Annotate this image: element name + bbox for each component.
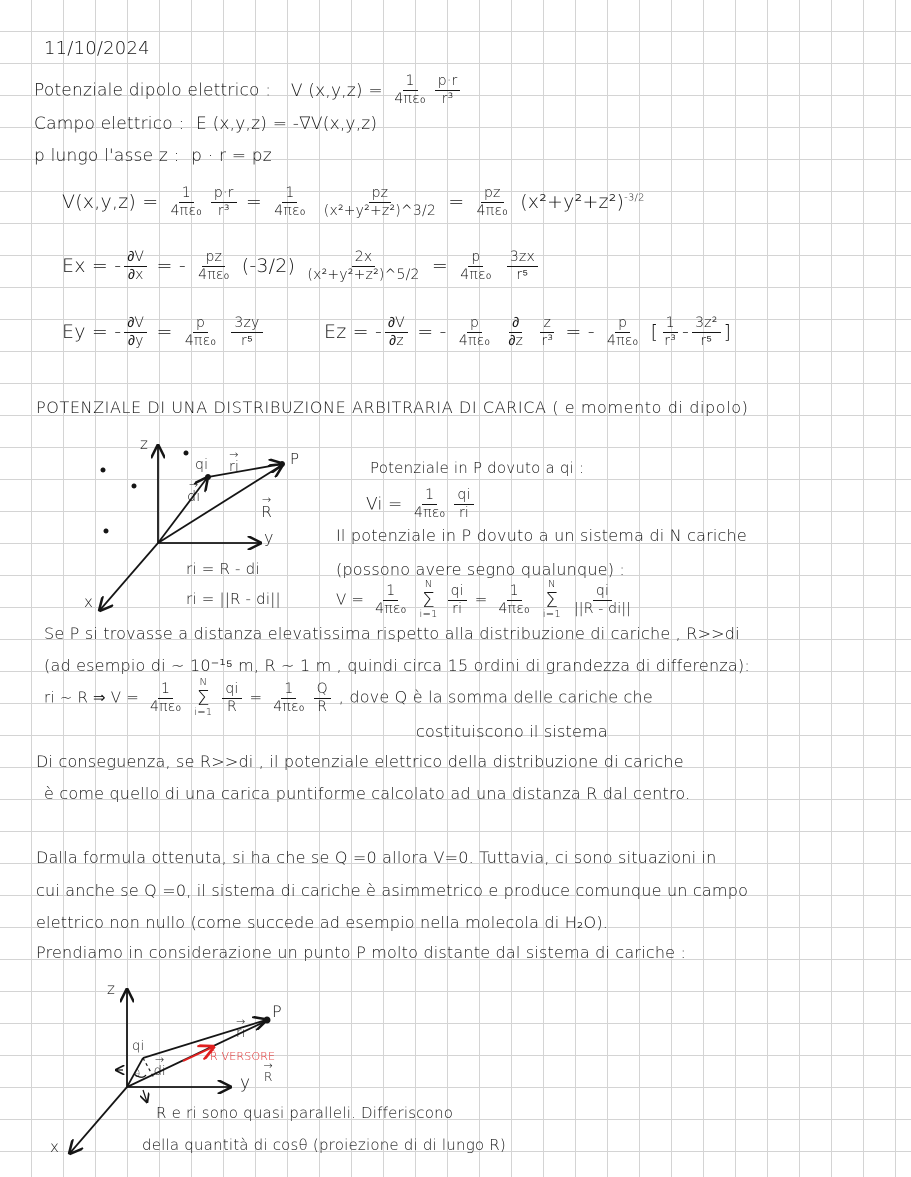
- system-line1: Il potenziale in P dovuto a un sistema di N cariche: [336, 526, 747, 545]
- p1-line1: Se P si trovasse a distanza elevatissima rispetto alla distribuzione di cariche , R>>di: [44, 624, 740, 643]
- dipole-potential-label: Potenziale dipolo elettrico :: [34, 80, 272, 101]
- p1-equation: ri ~ R ⇒ V = $\frac{1}{\text{4πε₀}}$ N Σ i=1 $\frac{qi}{R}$ = $\frac{1}{\text{4πε₀}}$ $\frac{Q}{R}$ , dove Q è la somma delle cariche che: [44, 677, 653, 718]
- p3-line3: elettrico non nullo (come succede ad esempio nella molecola di H₂O).: [36, 913, 609, 932]
- p1-line2: (ad esempio di ~ 10⁻¹⁵ m, R ~ 1 m , quindi circa 15 ordini di grandezza di differenza):: [44, 656, 750, 675]
- d1-label-qi: qi: [195, 457, 209, 473]
- d1-label-ri: → ri: [229, 460, 239, 474]
- field-line: [34, 116, 377, 133]
- equation-Ez: Ez = - $\frac{\partial V}{\partial z}$ = - $\frac{p}{\text{4πε₀}}$ $\frac{\partial}{\partial z}$ $\frac{z}{\text{r³}}$ = - $\frac{p}{\text{4πε₀}}$ [ $\frac{1}{\text{r³}}$ - $\frac{\text{3z²}}{\text{r⁵}}$ ]: [324, 315, 732, 349]
- p-axis-eq: p · r = pz: [191, 146, 272, 166]
- d2-label-P: P: [272, 1002, 282, 1021]
- d1-label-di: → di: [187, 490, 200, 504]
- vi-equation: Vi = $\frac{1}{\text{4πε₀}}$ $\frac{qi}{ri}$: [366, 488, 477, 521]
- p-axis-label: p lungo l'asse z :: [34, 146, 180, 166]
- p3-line1: Dalla formula ottenuta, si ha che se Q =0 allora V=0. Tuttavia, ci sono situazioni in: [36, 848, 717, 867]
- d1-axis-y: y: [264, 528, 274, 547]
- p1-line4: costituiscono il sistema: [416, 722, 608, 741]
- equation-V: V(x,y,z) = $\frac{1}{\text{4πε₀}}$ $\frac{p\cdot r}{\text{r³}}$ = $\frac{1}{\text{4πε₀}}$ $\frac{pz}{\text{(x²+y²+z²)\textasciicircum{}3/2}}$ = $\frac{pz}{\text{4πε₀}}$ $(x^2+y^2+z^2)^{-3/2}$: [62, 185, 645, 219]
- d2-axis-x: x: [50, 1138, 60, 1156]
- coef-fraction: $\frac{1}{\text{4πε₀}}$: [394, 73, 426, 107]
- field-eq: E (x,y,z) = -∇V(x,y,z): [196, 114, 378, 134]
- d2-label-theta: θ: [134, 1069, 141, 1080]
- d2-axis-z: z: [107, 980, 116, 998]
- d1-eq-ri-vec: ri = R - di: [186, 560, 260, 578]
- date-label: 11/10/2024: [44, 38, 150, 59]
- equation-Ex: Ex = - $\frac{\partial V}{\partial x}$ = - $\frac{pz}{\text{4πε₀}}$ (-3/2) $\frac{2x}{\text{(x²+y²+z²)\textasciicircum{}5/2}}$ = $\frac{p}{\text{4πε₀}}$ $\frac{3zx}{\text{r⁵}}$: [62, 250, 541, 283]
- section-title: POTENZIALE DI UNA DISTRIBUZIONE ARBITRARIA DI CARICA ( e momento di dipolo): [36, 398, 749, 417]
- d1-axis-z: z: [140, 435, 149, 453]
- equation-Ey: Ey = - $\frac{\partial V}{\partial y}$ = $\frac{p}{\text{4πε₀}}$ $\frac{3zy}{\text{r⁵}}$: [62, 316, 266, 349]
- dipole-potential-lhs: V (x,y,z) =: [290, 80, 383, 101]
- p2-line2: è come quello di una carica puntiforme calcolato ad una distanza R dal centro.: [44, 784, 691, 803]
- d2-label-qi: qi: [132, 1039, 145, 1054]
- p-axis-line: [34, 148, 272, 165]
- system-equation: V = $\frac{1}{\text{4πε₀}}$ N Σ i=1 $\frac{qi}{ri}$ = $\frac{1}{\text{4πε₀}}$ N Σ i=1 $\frac{qi}{||R - di||}$: [336, 579, 632, 620]
- d1-axis-x: x: [84, 593, 94, 611]
- d1-eq-ri-norm: ri = ||R - di||: [186, 590, 281, 608]
- d2-label-ri: → ri: [236, 1027, 245, 1040]
- d1-label-P: P: [290, 450, 300, 468]
- p3-line4: Prendiamo in considerazione un punto P molto distante dal sistema di cariche :: [36, 943, 687, 962]
- dot-fraction: $\frac{p\cdot r}{\text{r³}}$: [435, 74, 461, 107]
- d2-axis-y: y: [240, 1073, 251, 1093]
- d1-label-R: → R: [261, 505, 272, 520]
- d2-label-versor: R̂ VERSORE: [210, 1050, 276, 1063]
- d2-note-line1: R e ri sono quasi paralleli. Differiscono: [156, 1104, 454, 1122]
- field-label: Campo elettrico :: [34, 114, 185, 134]
- system-line2: (possono avere segno qualunque) :: [336, 560, 626, 579]
- dipole-potential-line: [34, 74, 463, 107]
- d2-label-R: → R: [264, 1071, 273, 1083]
- d2-note-line2: della quantità di cosθ (proiezione di di lungo R): [142, 1136, 506, 1154]
- vi-label: Potenziale in P dovuto a qi :: [370, 459, 585, 477]
- p2-line1: Di conseguenza, se R>>di , il potenziale elettrico della distribuzione di cariche: [36, 752, 684, 771]
- p3-line2: cui anche se Q =0, il sistema di cariche è asimmetrico e produce comunque un campo: [36, 881, 749, 900]
- d2-label-di: → di: [154, 1065, 166, 1078]
